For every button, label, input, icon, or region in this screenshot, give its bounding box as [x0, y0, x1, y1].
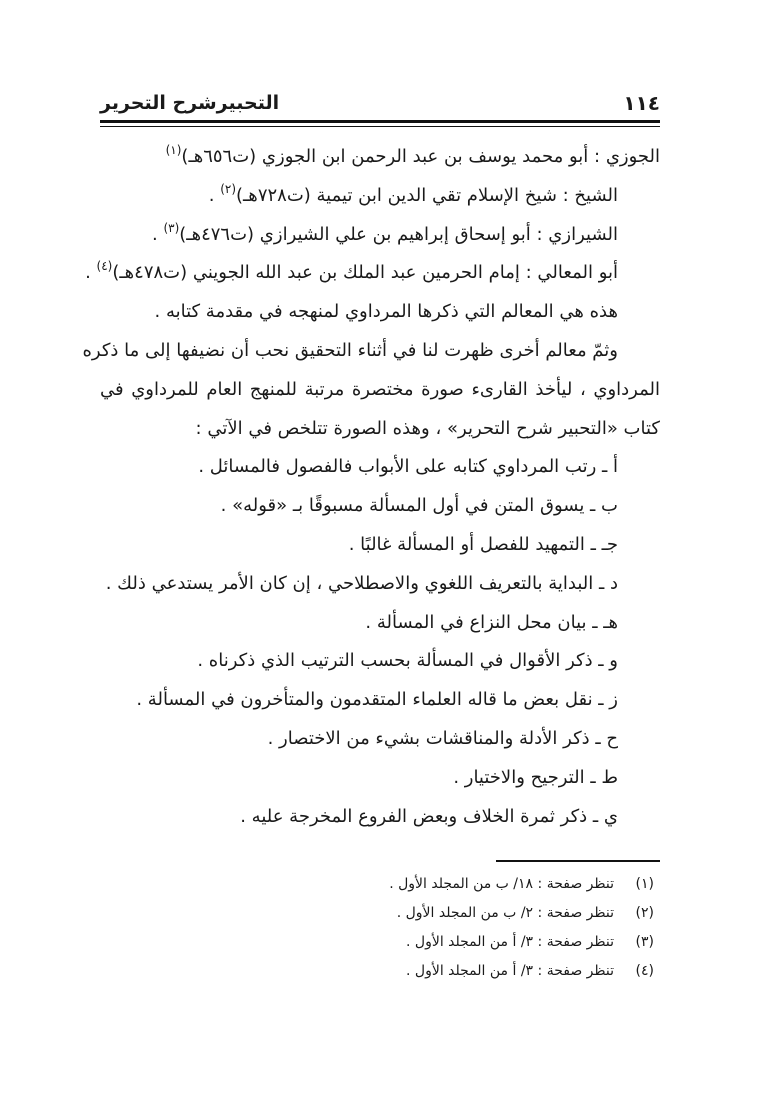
- line-end: .: [85, 262, 97, 284]
- list-item: و ـ ذكر الأقوال في المسألة بحسب الترتيب الذي ذكرناه .: [197, 650, 618, 672]
- footnote-text: تنظر صفحة : ٣/ أ من المجلد الأول .: [406, 934, 614, 950]
- footnote-ref: (٢): [220, 181, 237, 196]
- footnote-number: (٣): [635, 934, 654, 950]
- header-rule-thin: [100, 126, 660, 127]
- footnote-ref: (٣): [163, 220, 180, 235]
- footnote-text: تنظر صفحة : ١٨/ ب من المجلد الأول .: [389, 876, 614, 892]
- line-text: أبو المعالي : إمام الحرمين عبد الملك بن عبد الله الجويني (ت٤٧٨هـ): [112, 262, 618, 284]
- list-item: أ ـ رتب المرداوي كتابه على الأبواب فالفصول فالمسائل .: [198, 456, 618, 478]
- running-title: التحبيرشرح التحرير: [100, 92, 280, 114]
- footnote-ref: (١): [165, 143, 182, 157]
- page-number: ١١٤: [623, 91, 660, 115]
- main-text: [82, 138, 660, 836]
- text-line: [85, 254, 660, 293]
- text-line: [100, 216, 660, 255]
- footnote-number: (٤): [635, 963, 654, 979]
- footnote: [100, 928, 660, 957]
- footnote-text: تنظر صفحة : ٣/ أ من المجلد الأول .: [406, 963, 614, 979]
- list-item: ي ـ ذكر ثمرة الخلاف وبعض الفروع المخرجة عليه .: [240, 805, 618, 827]
- list-item: ط ـ الترجيح والاختيار .: [453, 766, 618, 788]
- footnote-text: تنظر صفحة : ٢/ ب من المجلد الأول .: [396, 905, 614, 921]
- page-header: [100, 88, 660, 118]
- footnote-ref: (٤): [96, 259, 113, 274]
- header-rule-thick: [100, 120, 660, 123]
- line-end: .: [208, 184, 221, 206]
- line-text: الشيخ : شيخ الإسلام تقي الدين ابن تيمية (ت٧٢٨هـ): [236, 184, 618, 206]
- text-line: وثمّ معالم أخرى ظهرت لنا في أثناء التحقيق نحب أن نضيفها إلى ما ذكره: [82, 339, 618, 361]
- line-text: الجوزي : أبو محمد يوسف بن عبد الرحمن ابن الجوزي (ت٦٥٦هـ): [181, 146, 660, 167]
- line-text: الشيرازي : أبو إسحاق إبراهيم بن علي الشيرازي (ت٤٧٦هـ): [179, 223, 618, 245]
- footnote-separator: [496, 860, 660, 862]
- line-end: .: [152, 223, 164, 245]
- list-item: هـ ـ بيان محل النزاع في المسألة .: [365, 611, 618, 633]
- text-line: كتاب «التحبير شرح التحرير» ، وهذه الصورة تتلخص في الآتي :: [195, 417, 660, 439]
- list-item: جـ ـ التمهيد للفصل أو المسألة غالبًا .: [348, 533, 618, 555]
- footnote: [100, 870, 660, 899]
- text-line: [100, 177, 660, 216]
- list-item: ح ـ ذكر الأدلة والمناقشات بشيء من الاختصار .: [267, 727, 618, 749]
- footnote-number: (١): [635, 876, 654, 892]
- footnote: [100, 899, 660, 928]
- footnote-number: (٢): [635, 905, 654, 921]
- list-item: ب ـ يسوق المتن في أول المسألة مسبوقًا بـ «قوله» .: [220, 495, 618, 517]
- text-line: المرداوي ، ليأخذ القارىء صورة مختصرة مرتبة للمنهج العام للمرداوي في: [100, 378, 660, 400]
- list-item: د ـ البداية بالتعريف اللغوي والاصطلاحي ، إن كان الأمر يستدعي ذلك .: [105, 572, 618, 594]
- list-item: ز ـ نقل بعض ما قاله العلماء المتقدمون والمتأخرون في المسألة .: [136, 689, 618, 711]
- footnotes: [100, 870, 660, 986]
- text-line: هذه هي المعالم التي ذكرها المرداوي لمنهجه في مقدمة كتابه .: [154, 301, 618, 323]
- text-line: [100, 138, 660, 177]
- footnote: [100, 957, 660, 986]
